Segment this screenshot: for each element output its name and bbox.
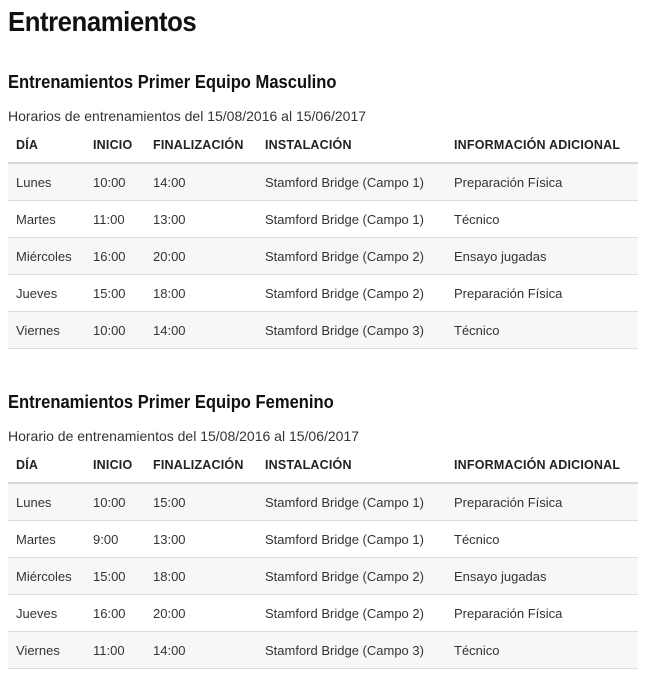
cell-instalacion: Stamford Bridge (Campo 3)	[257, 312, 446, 349]
cell-inicio: 11:00	[85, 201, 145, 238]
cell-dia: Martes	[8, 201, 85, 238]
cell-instalacion: Stamford Bridge (Campo 3)	[257, 632, 446, 669]
cell-finalizacion: 14:00	[145, 632, 257, 669]
cell-instalacion: Stamford Bridge (Campo 2)	[257, 238, 446, 275]
cell-finalizacion: 14:00	[145, 163, 257, 201]
cell-informacion: Preparación Física	[446, 275, 638, 312]
table-row	[8, 163, 638, 201]
section-masculino	[8, 70, 640, 349]
schedule-table	[8, 448, 638, 669]
page-title: Entrenamientos	[8, 6, 197, 37]
cell-inicio: 10:00	[85, 483, 145, 521]
table-row	[8, 312, 638, 349]
cell-dia: Lunes	[8, 483, 85, 521]
table-header-row	[8, 448, 638, 483]
cell-dia: Jueves	[8, 275, 85, 312]
table-row	[8, 201, 638, 238]
section-heading: Entrenamientos Primer Equipo Femenino	[8, 392, 334, 412]
table-row	[8, 595, 638, 632]
table-row	[8, 632, 638, 669]
cell-informacion: Técnico	[446, 521, 638, 558]
cell-finalizacion: 14:00	[145, 312, 257, 349]
schedule-caption: Horarios de entrenamientos del 15/08/2016 al 15/06/2017	[8, 108, 367, 124]
cell-dia: Viernes	[8, 632, 85, 669]
cell-finalizacion: 18:00	[145, 275, 257, 312]
cell-dia: Jueves	[8, 595, 85, 632]
table-row	[8, 483, 638, 521]
schedule-table	[8, 128, 638, 349]
section-femenino	[8, 390, 640, 669]
cell-inicio: 10:00	[85, 163, 145, 201]
cell-informacion: Preparación Física	[446, 163, 638, 201]
cell-instalacion: Stamford Bridge (Campo 2)	[257, 275, 446, 312]
column-header-instalacion: INSTALACIÓN	[257, 448, 446, 483]
column-header-finalizacion: FINALIZACIÓN	[145, 448, 257, 483]
cell-informacion: Ensayo jugadas	[446, 558, 638, 595]
schedule-caption: Horario de entrenamientos del 15/08/2016 al 15/06/2017	[8, 428, 360, 444]
cell-inicio: 11:00	[85, 632, 145, 669]
cell-dia: Viernes	[8, 312, 85, 349]
cell-inicio: 9:00	[85, 521, 145, 558]
cell-finalizacion: 13:00	[145, 201, 257, 238]
cell-dia: Lunes	[8, 163, 85, 201]
cell-instalacion: Stamford Bridge (Campo 1)	[257, 483, 446, 521]
cell-inicio: 10:00	[85, 312, 145, 349]
cell-finalizacion: 20:00	[145, 238, 257, 275]
cell-informacion: Técnico	[446, 201, 638, 238]
cell-informacion: Técnico	[446, 312, 638, 349]
table-row	[8, 558, 638, 595]
cell-informacion: Preparación Física	[446, 595, 638, 632]
cell-inicio: 16:00	[85, 238, 145, 275]
table-row	[8, 521, 638, 558]
cell-informacion: Preparación Física	[446, 483, 638, 521]
table-row	[8, 238, 638, 275]
cell-dia: Miércoles	[8, 238, 85, 275]
column-header-instalacion: INSTALACIÓN	[257, 128, 446, 163]
cell-inicio: 15:00	[85, 558, 145, 595]
cell-instalacion: Stamford Bridge (Campo 1)	[257, 521, 446, 558]
cell-finalizacion: 13:00	[145, 521, 257, 558]
column-header-dia: DÍA	[8, 128, 85, 163]
table-header-row	[8, 128, 638, 163]
cell-instalacion: Stamford Bridge (Campo 2)	[257, 595, 446, 632]
column-header-informacion: INFORMACIÓN ADICIONAL	[446, 128, 638, 163]
cell-instalacion: Stamford Bridge (Campo 1)	[257, 201, 446, 238]
table-row	[8, 275, 638, 312]
cell-finalizacion: 20:00	[145, 595, 257, 632]
cell-instalacion: Stamford Bridge (Campo 1)	[257, 163, 446, 201]
column-header-inicio: INICIO	[85, 448, 145, 483]
cell-dia: Miércoles	[8, 558, 85, 595]
cell-inicio: 15:00	[85, 275, 145, 312]
column-header-informacion: INFORMACIÓN ADICIONAL	[446, 448, 638, 483]
cell-informacion: Técnico	[446, 632, 638, 669]
cell-inicio: 16:00	[85, 595, 145, 632]
cell-dia: Martes	[8, 521, 85, 558]
column-header-inicio: INICIO	[85, 128, 145, 163]
cell-finalizacion: 15:00	[145, 483, 257, 521]
section-heading: Entrenamientos Primer Equipo Masculino	[8, 72, 337, 92]
cell-finalizacion: 18:00	[145, 558, 257, 595]
cell-instalacion: Stamford Bridge (Campo 2)	[257, 558, 446, 595]
column-header-finalizacion: FINALIZACIÓN	[145, 128, 257, 163]
cell-informacion: Ensayo jugadas	[446, 238, 638, 275]
column-header-dia: DÍA	[8, 448, 85, 483]
